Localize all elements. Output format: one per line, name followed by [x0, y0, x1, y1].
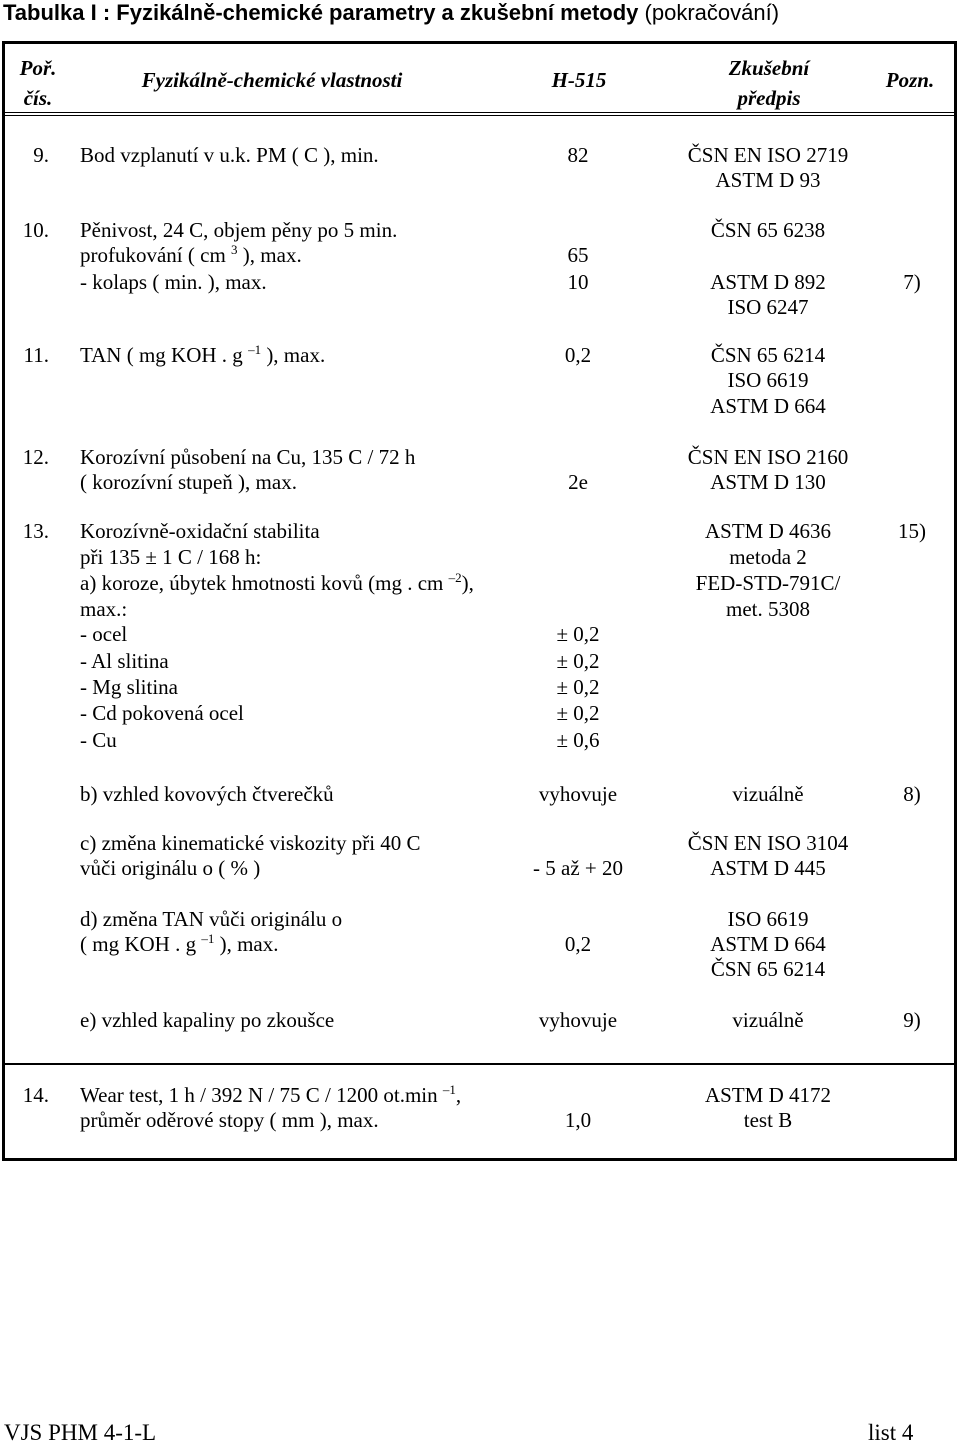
property-line: Korozívně-oxidační stabilita: [80, 519, 320, 543]
property-text: ), max.: [214, 932, 279, 956]
row-number: 13.: [22, 519, 49, 543]
superscript: –1: [201, 931, 215, 946]
header-product: H-515: [551, 68, 607, 92]
row-number: 14.: [22, 1083, 49, 1107]
property-line: - Al slitina: [80, 649, 169, 673]
method-line: FED-STD-791C/: [695, 571, 841, 595]
value-cell: 65: [567, 243, 589, 267]
method-line: ČSN 65 6214: [710, 957, 826, 981]
method-line: ASTM D 4172: [704, 1083, 831, 1107]
value-cell: ± 0,6: [556, 728, 600, 752]
property-line: [80, 1083, 461, 1108]
row-number: 11.: [23, 343, 49, 367]
property-line: [80, 932, 278, 957]
property-text: profukování ( cm: [80, 243, 232, 267]
value-cell: 0,2: [564, 343, 592, 367]
property-line: d) změna TAN vůči originálu o: [80, 907, 343, 931]
method-line: ASTM D 892: [710, 270, 826, 294]
property-line: Pěnivost, 24 C, objem pěny po 5 min.: [80, 218, 398, 242]
value-cell: 10: [567, 270, 589, 294]
header-method-line2: předpis: [737, 86, 801, 110]
method-line: met. 5308: [726, 597, 810, 621]
value-cell: ± 0,2: [556, 622, 600, 646]
property-line: c) změna kinematické viskozity při 40 C: [80, 831, 421, 855]
method-line: ASTM D 445: [710, 856, 826, 880]
method-line: ČSN EN ISO 2160: [687, 445, 849, 469]
property-text: Wear test, 1 h / 392 N / 75 C / 1200 ot.min: [80, 1083, 443, 1107]
row-number: 12.: [22, 445, 49, 469]
method-line: ASTM D 130: [710, 470, 826, 494]
property-line: - Mg slitina: [80, 675, 178, 699]
value-cell: 82: [567, 143, 589, 167]
method-line: vizuálně: [732, 1008, 804, 1032]
property-text: ), max.: [237, 243, 302, 267]
superscript: –1: [248, 342, 262, 357]
value-cell: 0,2: [564, 932, 592, 956]
method-line: ASTM D 664: [710, 932, 826, 956]
header-number-line1: Poř.: [19, 56, 57, 80]
footer-page-number: list 4: [868, 1420, 914, 1445]
header-number-line2: čís.: [23, 86, 53, 110]
property-line: - kolaps ( min. ), max.: [80, 270, 267, 294]
property-text: ( mg KOH . g: [80, 932, 202, 956]
superscript: –2: [448, 570, 462, 585]
property-line: e) vzhled kapaliny po zkoušce: [80, 1008, 335, 1032]
property-line: [80, 571, 474, 596]
header-note: Pozn.: [885, 68, 935, 92]
property-text: ), max.: [261, 343, 326, 367]
method-line: test B: [743, 1108, 793, 1132]
method-line: ČSN 65 6238: [710, 218, 826, 242]
superscript: 3: [231, 242, 238, 257]
property-line: b) vzhled kovových čtverečků: [80, 782, 334, 806]
property-line: - Cu: [80, 728, 117, 752]
superscript: –1: [442, 1082, 456, 1097]
property-line: [80, 243, 302, 268]
property-line: Korozívní působení na Cu, 135 C / 72 h: [80, 445, 416, 469]
property-line: max.:: [80, 597, 128, 621]
value-cell: ± 0,2: [556, 675, 600, 699]
method-line: ISO 6247: [727, 295, 809, 319]
value-cell: ± 0,2: [556, 649, 600, 673]
method-line: ČSN 65 6214: [710, 343, 826, 367]
method-line: ČSN EN ISO 3104: [687, 831, 849, 855]
method-line: ASTM D 4636: [704, 519, 831, 543]
header-property: Fyzikálně-chemické vlastnosti: [141, 68, 403, 92]
property-line: Bod vzplanutí v u.k. PM ( C ), min.: [80, 143, 379, 167]
property-line: ( korozívní stupeň ), max.: [80, 470, 297, 494]
property-line: průměr oděrové stopy ( mm ), max.: [80, 1108, 379, 1132]
note-cell: 7): [903, 270, 921, 294]
method-line: metoda 2: [729, 545, 807, 569]
note-cell: 8): [903, 782, 921, 806]
note-cell: 15): [898, 519, 926, 543]
property-line: vůči originálu o ( % ): [80, 856, 261, 880]
value-cell: ± 0,2: [556, 701, 600, 725]
property-text: a) koroze, úbytek hmotnosti kovů (mg . cm: [80, 571, 449, 595]
row-number: 10.: [22, 218, 49, 242]
property-line: - ocel: [80, 622, 128, 646]
method-line: ISO 6619: [727, 907, 809, 931]
method-line: vizuálně: [732, 782, 804, 806]
value-cell: 1,0: [564, 1108, 592, 1132]
header-method-line1: Zkušební: [728, 56, 810, 80]
footer-document-code: VJS PHM 4-1-L: [4, 1420, 157, 1445]
property-line: při 135 ± 1 C / 168 h:: [80, 545, 262, 569]
table-title: [3, 0, 779, 26]
value-cell: 2e: [568, 470, 588, 494]
value-cell: - 5 až + 20: [533, 856, 623, 880]
property-text: ),: [461, 571, 474, 595]
row-divider: [2, 1063, 957, 1065]
header-divider: [2, 112, 957, 116]
row-number: 9.: [33, 143, 49, 167]
table-title-main: Tabulka I : Fyzikálně-chemické parametry a zkušební metody: [3, 0, 639, 25]
method-line: ASTM D 664: [710, 394, 826, 418]
table-title-suffix: (pokračování): [644, 0, 780, 25]
property-line: - Cd pokovená ocel: [80, 701, 244, 725]
method-line: ASTM D 93: [715, 168, 821, 192]
property-text: TAN ( mg KOH . g: [80, 343, 249, 367]
method-line: ISO 6619: [727, 368, 809, 392]
method-line: ČSN EN ISO 2719: [687, 143, 849, 167]
value-cell: vyhovuje: [538, 782, 618, 806]
property-line: [80, 343, 325, 368]
value-cell: vyhovuje: [538, 1008, 618, 1032]
property-text: ,: [455, 1083, 462, 1107]
note-cell: 9): [903, 1008, 921, 1032]
